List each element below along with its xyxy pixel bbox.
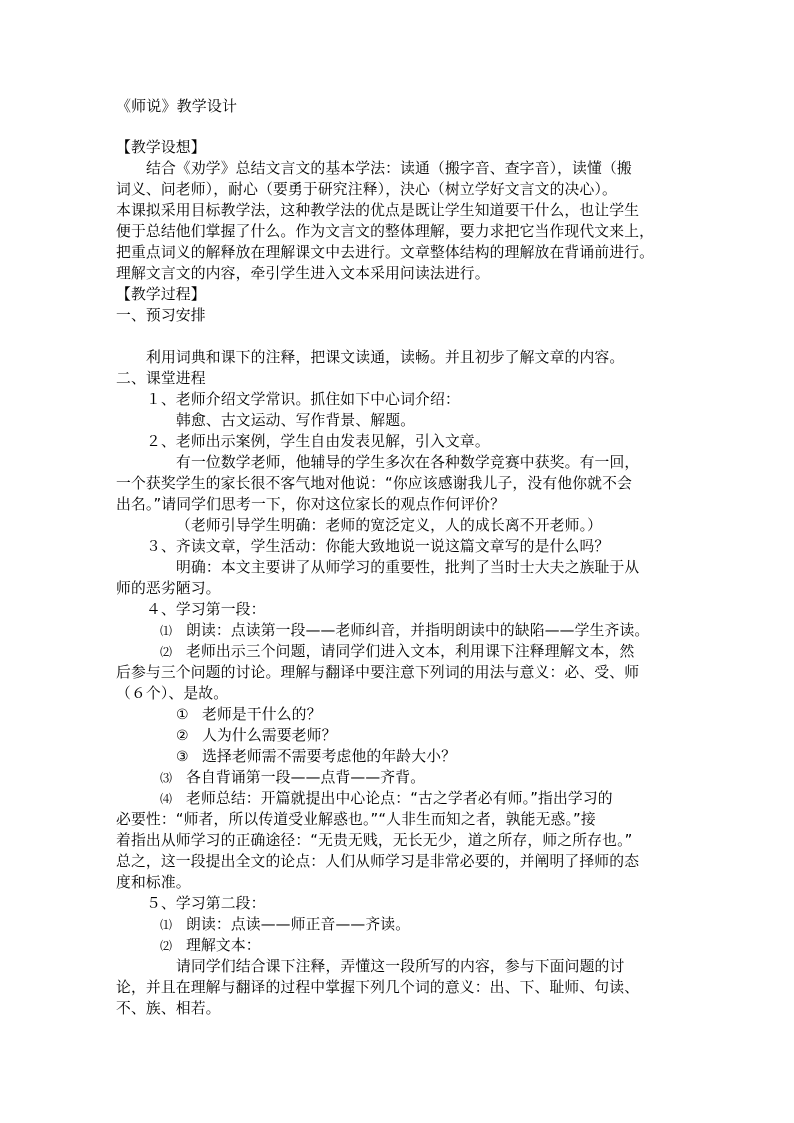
step-1: １、老师介绍文学常识。抓住如下中心词介绍：	[146, 391, 460, 408]
list-marker: ⑶	[160, 771, 173, 785]
question-text: 人为什么需要老师？	[202, 727, 337, 744]
paragraph-line: 不、族、相若。	[116, 1000, 221, 1017]
paragraph-line: （６个）、是故。	[116, 685, 229, 702]
paragraph-line: 有一位数学老师，他辅导的学生多次在各种数学竞赛中获奖。有一回，	[176, 454, 640, 471]
paragraph-line: 师的恶劣陋习。	[116, 580, 221, 597]
step-5: ５、学习第二段：	[146, 895, 266, 912]
question-text: 老师是干什么的？	[202, 706, 322, 723]
paragraph-line: 一个获奖学生的家长很不客气地对他说：“你应该感谢我儿子，没有他你就不会	[116, 475, 633, 492]
question-marker: ③	[176, 749, 189, 765]
list-item-text: 老师出示三个问题，请同学们进入文本，利用课下注释理解文本，然	[186, 643, 635, 660]
paragraph-line: 词义、问老师），耐心（要勇于研究注释），決心（树立学好文言文的决心）。	[116, 181, 617, 198]
step-3: ３、齐读文章，学生活动：你能大致地说一说这篇文章写的是什么吗？	[146, 538, 610, 555]
section-heading-design: 【教学设想】	[116, 139, 206, 156]
list-item	[160, 936, 261, 956]
document-title: 《师说》教学设计	[116, 97, 238, 115]
list-marker: ⑵	[160, 939, 173, 953]
question-marker: ①	[176, 707, 189, 723]
list-marker: ⑷	[160, 792, 173, 806]
paragraph-line: 理解文言文的内容，牵引学生进入文本采用问读法进行。	[116, 265, 490, 282]
list-item	[160, 621, 649, 641]
question-marker: ②	[176, 728, 189, 744]
list-marker: ⑴	[160, 624, 173, 638]
step-1-detail: 韩愈、古文运动、写作背景、解题。	[176, 412, 416, 429]
paragraph-line: 请同学们结合课下注释，弄懂这一段所写的内容，参与下面问题的讨	[176, 958, 625, 975]
step-4: ４、学习第一段：	[146, 601, 266, 618]
paragraph-line: 度和标准。	[116, 874, 191, 891]
paragraph-line: 利用词典和课下的注释，把课文读通，读畅。并且初步了解文章的内容。	[146, 349, 625, 366]
list-item	[160, 915, 410, 935]
list-item-text: 朗读：点读第一段——老师纠音，并指明朗读中的缺陷——学生齐读。	[186, 622, 650, 639]
paragraph-line: 着指出从师学习的正确途径：“无贵无贱，无长无少，道之所存，师之所存也。”	[116, 832, 633, 849]
list-item	[160, 642, 634, 662]
question-item	[176, 705, 322, 725]
paragraph-line: 把重点词义的解释放在理解课文中去进行。文章整体结构的理解放在背诵前进行。	[116, 244, 655, 261]
paragraph-line: 出名。”请同学们思考一下，你对这位家长的观点作何评价？	[116, 496, 506, 513]
list-marker: ⑵	[160, 645, 173, 659]
list-item-text: 各自背诵第一段——点背——齐背。	[186, 769, 426, 786]
list-item-text: 老师总结：开篇就提出中心论点：“古之学者必有师。”指出学习的	[186, 790, 613, 807]
teacher-note: （老师引导学生明确：老师的宽泛定义，人的成长离不开老师。）	[176, 517, 603, 534]
list-marker: ⑴	[160, 918, 173, 932]
subheading-preview: 一、预习安排	[116, 307, 206, 324]
list-item	[160, 768, 425, 788]
subheading-classroom: 二、课堂进程	[116, 370, 206, 387]
question-text: 选择老师需不需要考虑他的年龄大小？	[202, 748, 457, 765]
list-item	[160, 789, 613, 809]
section-heading-process: 【教学过程】	[116, 286, 206, 303]
question-item	[176, 726, 337, 746]
paragraph-line: 结合《劝学》总结文言文的基本学法：读通（搬字音、查字音），读懂（搬	[146, 160, 632, 177]
list-item-text: 理解文本：	[186, 937, 261, 954]
question-item	[176, 747, 456, 767]
step-2: ２、老师出示案例，学生自由发表见解，引入文章。	[146, 433, 490, 450]
paragraph-line: 后参与三个问题的讨论。理解与翻译中要注意下列词的用法与意义：必、受、师	[116, 664, 640, 681]
paragraph-line: 总之，这一段提出全文的论点：人们从师学习是非常必要的，并阐明了择师的态	[116, 853, 640, 870]
paragraph-line: 本课拟采用目标教学法，这种教学法的优点是既让学生知道要干什么，也让学生	[116, 202, 640, 219]
paragraph-line: 论，并且在理解与翻译的过程中掌握下列几个词的意义：出、下、耻师、句读、	[116, 979, 640, 996]
paragraph-line: 明确：本文主要讲了从师学习的重要性，批判了当时士大夫之族耻于从	[176, 559, 640, 576]
list-item-text: 朗读：点读——师正音——齐读。	[186, 916, 411, 933]
paragraph-line: 必要性：“师者，所以传道受业解惑也。”“人非生而知之者，孰能无惑。”接	[116, 811, 596, 828]
paragraph-line: 便于总结他们掌握了什么。作为文言文的整体理解，要力求把它当作现代文来上，	[116, 223, 655, 240]
